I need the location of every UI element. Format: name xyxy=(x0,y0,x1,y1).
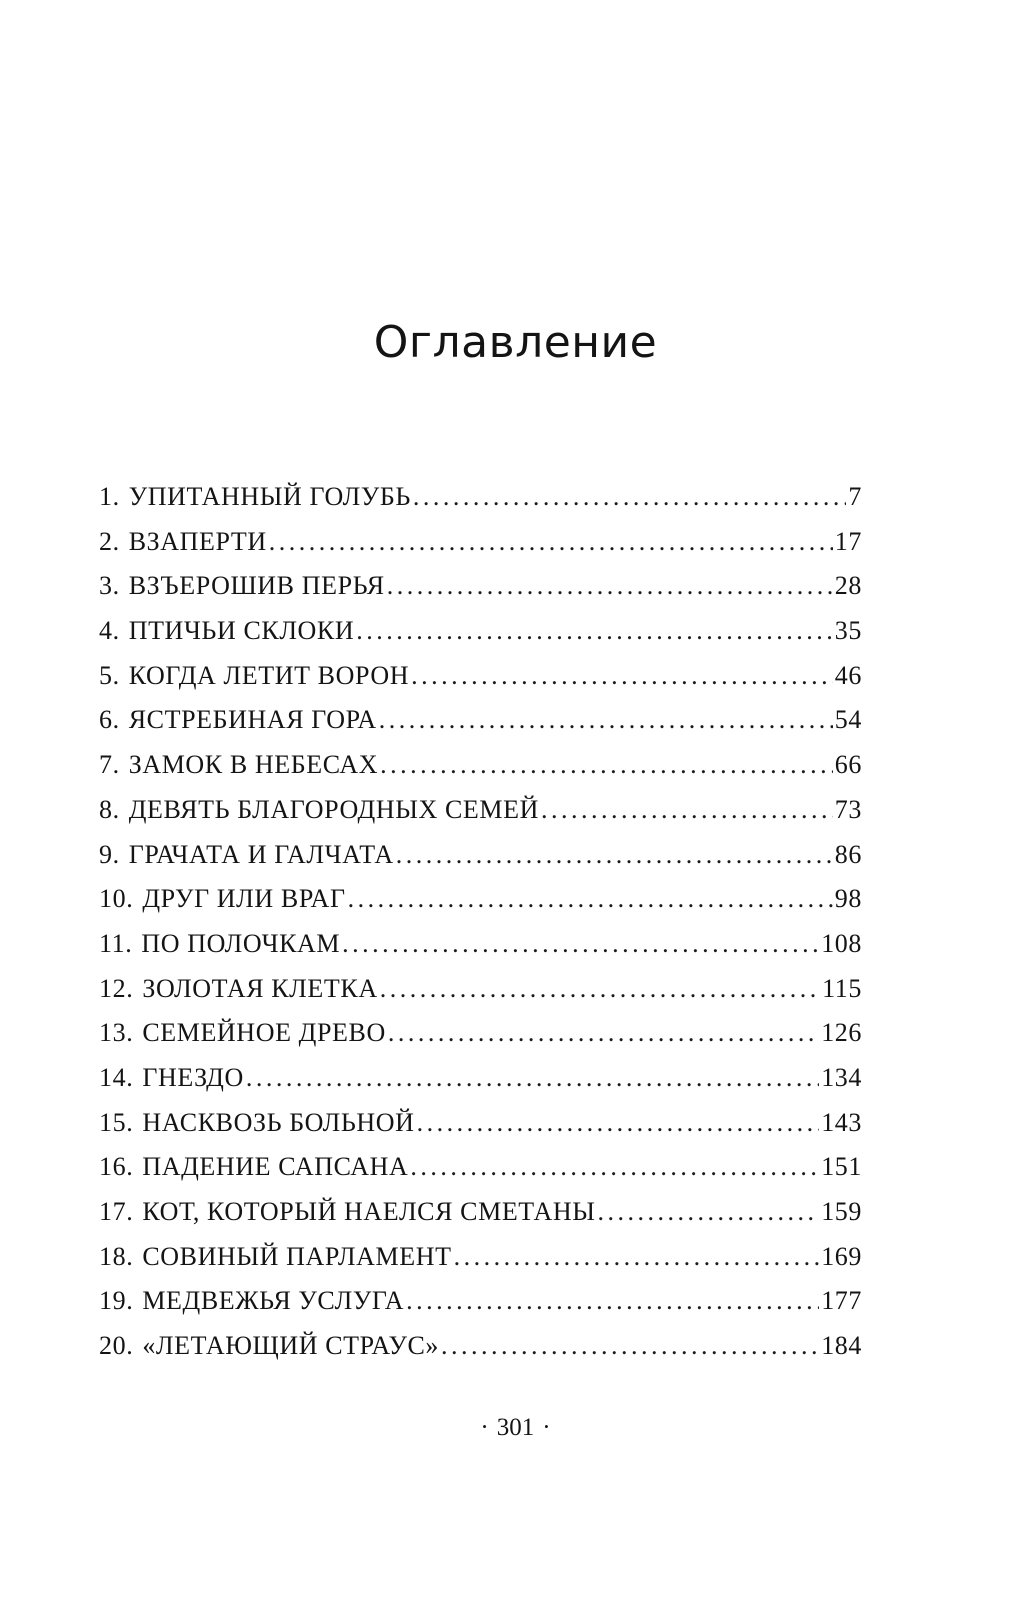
toc-entry-page: 143 xyxy=(821,1107,862,1137)
toc-entry-title: ПАДЕНИЕ САПСАНА xyxy=(142,1152,409,1182)
toc-entry-title: УПИТАННЫЙ ГОЛУБЬ xyxy=(128,482,411,511)
toc-entry-page: 73 xyxy=(834,794,862,824)
toc-entry-number: 9. xyxy=(99,839,120,869)
toc-entry-number: 5. xyxy=(99,660,120,690)
toc-entry-number: 13. xyxy=(99,1018,134,1048)
dot-leader xyxy=(396,833,833,877)
dot-leader xyxy=(406,1279,819,1323)
toc-entry-number: 2. xyxy=(99,526,120,556)
toc-entry-title: ЗОЛОТАЯ КЛЕТКА xyxy=(142,973,378,1003)
toc-entry-title: ГНЕЗДО xyxy=(142,1062,244,1092)
toc-entry-9 xyxy=(99,833,862,878)
dot-leader xyxy=(380,743,833,787)
toc-entry-page: 86 xyxy=(834,839,862,869)
toc-entry-page: 17 xyxy=(834,526,862,556)
toc-entry-page: 126 xyxy=(821,1018,862,1048)
toc-entry-page: 7 xyxy=(848,482,862,511)
toc-entry-page: 66 xyxy=(834,750,862,780)
toc-entry-1 xyxy=(99,475,862,520)
dot-leader xyxy=(356,609,833,653)
dot-leader xyxy=(269,520,833,564)
toc-entry-number: 11. xyxy=(99,928,133,958)
toc-entry-page: 28 xyxy=(834,571,862,601)
toc-entry-page: 98 xyxy=(834,884,862,914)
page-title: Оглавление xyxy=(373,317,658,368)
dot-leader xyxy=(379,698,833,742)
toc-entry-6 xyxy=(99,698,862,743)
toc-entry-number: 18. xyxy=(99,1241,134,1271)
toc-entry-page: 35 xyxy=(834,616,862,646)
toc-entry-page: 184 xyxy=(821,1331,862,1361)
toc-entry-title: СЕМЕЙНОЕ ДРЕВО xyxy=(142,1018,386,1048)
toc-entry-8 xyxy=(99,788,862,833)
toc-entry-20 xyxy=(99,1324,862,1369)
dot-leader xyxy=(246,1056,819,1100)
toc-entry-7 xyxy=(99,743,862,788)
toc-entry-title: СОВИНЫЙ ПАРЛАМЕНТ xyxy=(142,1241,452,1271)
toc-entry-page: 159 xyxy=(821,1197,862,1226)
toc-entry-page: 108 xyxy=(821,928,862,958)
dot-leader xyxy=(388,1011,819,1055)
toc-entry-title: ВЗАПЕРТИ xyxy=(128,526,267,556)
toc-entry-page: 169 xyxy=(821,1241,862,1271)
toc-entry-number: 15. xyxy=(99,1107,134,1137)
toc-entry-title: КОТ, КОТОРЫЙ НАЕЛСЯ СМЕТАНЫ xyxy=(142,1197,596,1226)
toc-entry-title: ДРУГ ИЛИ ВРАГ xyxy=(142,884,346,914)
toc-entry-10 xyxy=(99,877,862,922)
dot-leader xyxy=(387,564,833,608)
toc-entry-title: ДЕВЯТЬ БЛАГОРОДНЫХ СЕМЕЙ xyxy=(128,794,539,824)
toc-entry-15 xyxy=(99,1101,862,1146)
toc-entry-title: ПО ПОЛОЧКАМ xyxy=(141,928,341,958)
page-number-separator-right: · xyxy=(542,1414,551,1441)
toc-entry-11 xyxy=(99,922,862,967)
toc-entry-number: 3. xyxy=(99,571,120,601)
toc-entry-number: 1. xyxy=(99,482,120,511)
toc-entry-number: 19. xyxy=(99,1286,134,1316)
toc-entry-title: ЯСТРЕБИНАЯ ГОРА xyxy=(128,705,377,735)
toc-entry-3 xyxy=(99,564,862,609)
toc-entry-19 xyxy=(99,1279,862,1324)
toc-entry-page: 151 xyxy=(821,1152,862,1182)
toc-entry-17 xyxy=(99,1190,862,1235)
toc-entry-5 xyxy=(99,654,862,699)
toc-entry-number: 14. xyxy=(99,1062,134,1092)
toc-entry-title: КОГДА ЛЕТИТ ВОРОН xyxy=(128,660,410,690)
toc-entry-page: 134 xyxy=(821,1062,862,1092)
dot-leader xyxy=(380,967,820,1011)
toc-entry-title: МЕДВЕЖЬЯ УСЛУГА xyxy=(142,1286,405,1316)
toc-entry-title: ПТИЧЬИ СКЛОКИ xyxy=(128,616,355,646)
toc-entry-title: ГРАЧАТА И ГАЛЧАТА xyxy=(128,839,394,869)
toc-entry-16 xyxy=(99,1145,862,1190)
toc-entry-number: 16. xyxy=(99,1152,134,1182)
toc-entry-number: 7. xyxy=(99,750,120,780)
dot-leader xyxy=(598,1190,820,1234)
toc-entry-number: 17. xyxy=(99,1197,134,1226)
toc-entry-page: 54 xyxy=(834,705,862,735)
toc-entry-title: ВЗЪЕРОШИВ ПЕРЬЯ xyxy=(128,571,385,601)
toc-entry-14 xyxy=(99,1056,862,1101)
toc-entry-number: 20. xyxy=(99,1331,134,1361)
page-number-separator-left: · xyxy=(480,1414,489,1441)
dot-leader xyxy=(342,922,819,966)
dot-leader xyxy=(417,1101,820,1145)
toc-entry-4 xyxy=(99,609,862,654)
dot-leader xyxy=(413,475,846,519)
toc-entry-page: 177 xyxy=(821,1286,862,1316)
dot-leader xyxy=(541,788,833,832)
toc-entry-2 xyxy=(99,520,862,565)
toc-entry-title: ЗАМОК В НЕБЕСАХ xyxy=(128,750,379,780)
toc-entry-number: 12. xyxy=(99,973,134,1003)
table-of-contents xyxy=(99,475,862,1369)
toc-entry-page: 46 xyxy=(834,660,862,690)
toc-entry-title: «ЛЕТАЮЩИЙ СТРАУС» xyxy=(142,1331,439,1361)
dot-leader xyxy=(454,1235,820,1279)
toc-entry-number: 6. xyxy=(99,705,120,735)
toc-entry-number: 8. xyxy=(99,794,120,824)
toc-entry-18 xyxy=(99,1235,862,1280)
dot-leader xyxy=(348,877,833,921)
toc-entry-title: НАСКВОЗЬ БОЛЬНОЙ xyxy=(142,1107,415,1137)
dot-leader xyxy=(411,654,833,698)
dot-leader xyxy=(410,1145,819,1189)
toc-entry-number: 4. xyxy=(99,616,120,646)
toc-entry-page: 115 xyxy=(822,973,862,1003)
toc-entry-number: 10. xyxy=(99,884,134,914)
toc-entry-13 xyxy=(99,1011,862,1056)
page-number-footer xyxy=(0,1408,1031,1448)
page-number: 301 xyxy=(496,1414,535,1441)
dot-leader xyxy=(441,1324,819,1368)
toc-entry-12 xyxy=(99,967,862,1012)
